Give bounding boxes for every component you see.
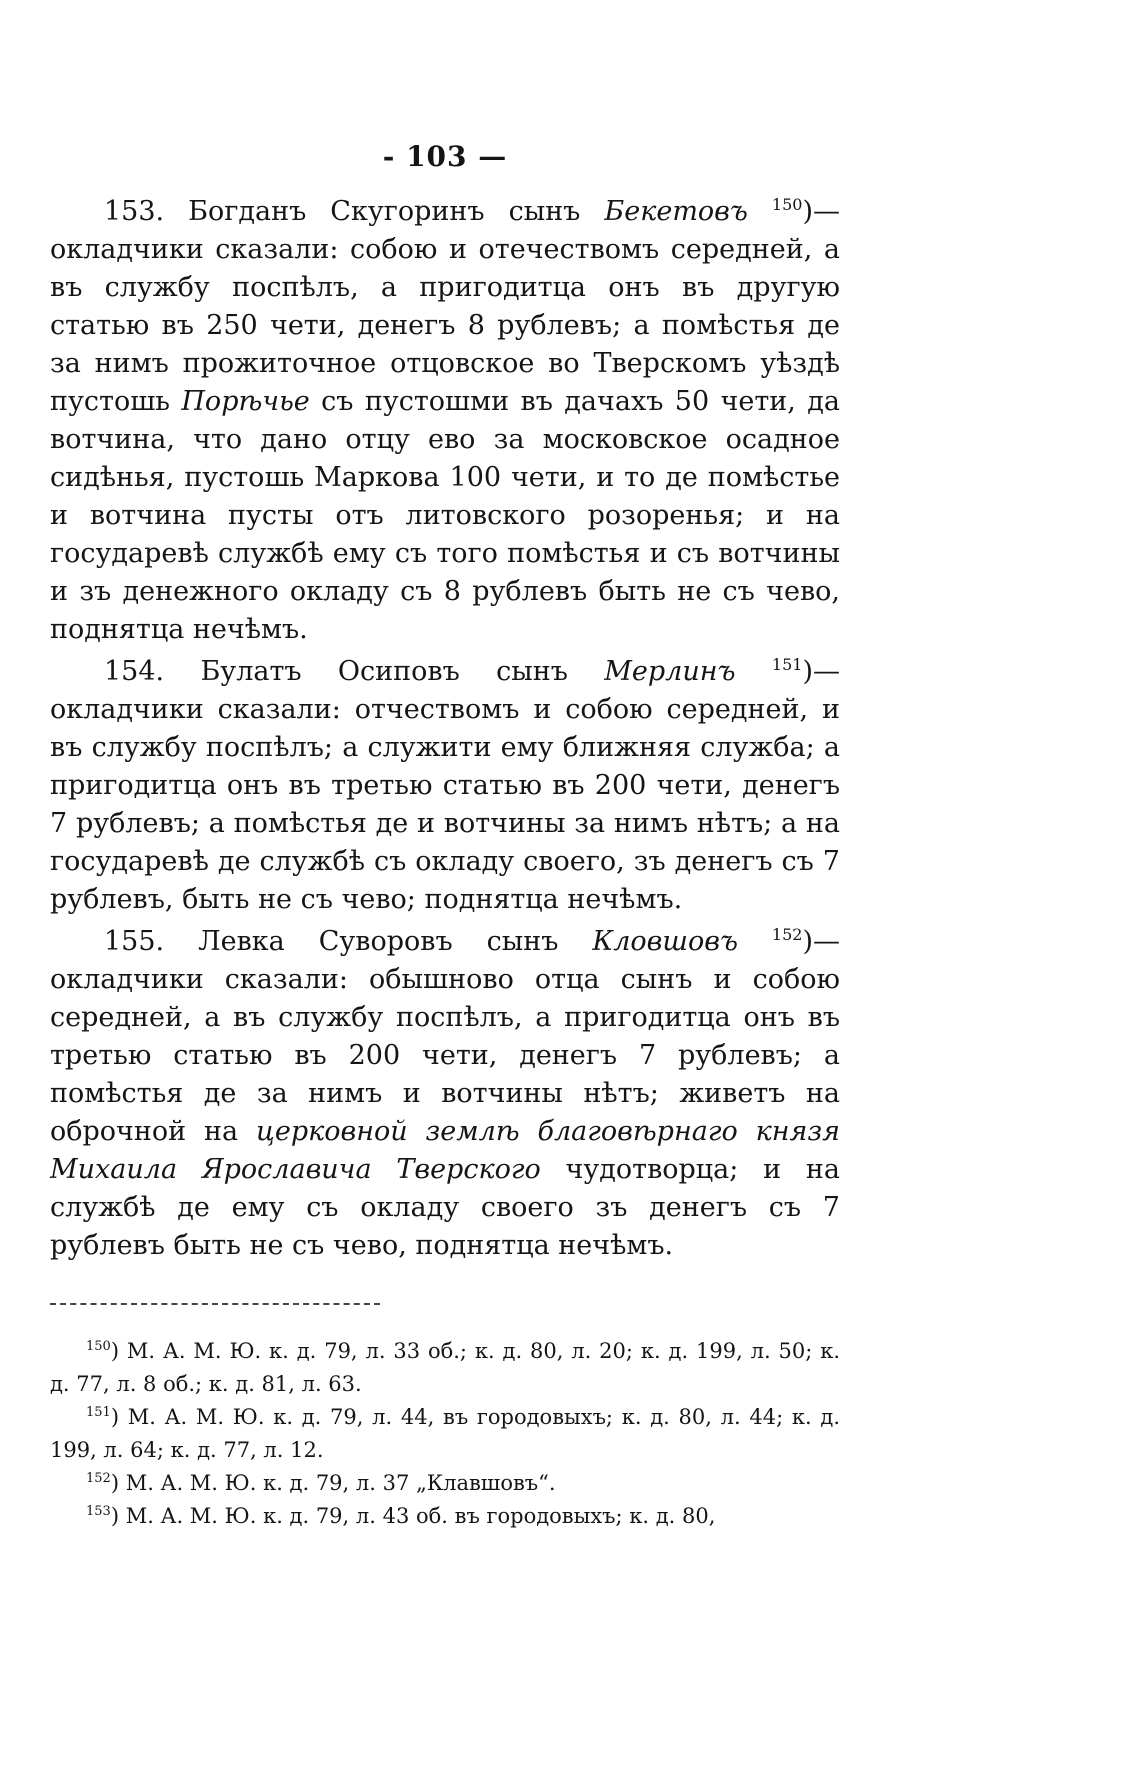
entry-text: )—окладчики сказали: собою и отечествомъ середней, а въ службу поспѣлъ, а пригодитца онъ въ другую статью въ 250 чети, денегъ 8 рублевъ; а помѣстья де за нимъ прожиточное отцовское во Тверскомъ уѣздѣ пустошь: [50, 196, 840, 417]
entry-number: 155.: [104, 926, 165, 957]
footnote-marker: 152: [86, 1471, 111, 1486]
footnote-ref[interactable]: 151: [771, 655, 803, 674]
page-number: - 103 —: [382, 140, 508, 173]
footnote-text: ) М. А. М. Ю. к. д. 79, л. 44, въ городовыхъ; к. д. 80, л. 44; к. д. 199, л. 64; к. д. 77, л. 12.: [50, 1405, 840, 1462]
entry-number: 153.: [104, 196, 165, 227]
entry-place: Порѣчье: [181, 386, 310, 417]
entry-154: [50, 653, 840, 919]
footnote-marker: 150: [86, 1339, 111, 1354]
entry-lead: Богданъ Скугоринъ сынъ: [164, 196, 605, 227]
book-page: [50, 140, 840, 1533]
footnote-text: ) М. А. М. Ю. к. д. 79, л. 33 об.; к. д. 80, л. 20; к. д. 199, л. 50; к. д. 77, л. 8 об.; к. д. 81, л. 63.: [50, 1339, 840, 1396]
entry-155: [50, 923, 840, 1265]
entry-text-continued: чудотворца; и на службѣ де ему съ окладу своего зъ денегъ съ 7 рублевъ быть не съ чево, поднятца нечѣмъ.: [50, 1154, 841, 1261]
footnote-150: [50, 1335, 840, 1401]
entry-153: [50, 193, 840, 649]
entry-text: )—окладчики сказали: отчествомъ и собою середней, и въ службу поспѣлъ; а служити ему ближняя служба; а пригодитца онъ въ третью статью въ 200 чети, денегъ 7 рублевъ; а помѣстья де и вотчины за нимъ нѣтъ; а на государевѣ де службѣ съ окладу своего, зъ денегъ съ 7 рублевъ, быть не съ чево; поднятца нечѣмъ.: [50, 656, 840, 915]
footnote-text: ) М. А. М. Ю. к. д. 79, л. 43 об. въ городовыхъ; к. д. 80,: [110, 1504, 716, 1528]
entry-lead: Булатъ Осиповъ сынъ: [164, 656, 605, 687]
footnote-153: [50, 1500, 840, 1533]
entry-surname: Бекетовъ: [604, 196, 748, 227]
footnote-ref[interactable]: 150: [771, 195, 803, 214]
entry-number: 154.: [104, 656, 165, 687]
entry-text: )—окладчики сказали: обышново отца сынъ и собою середней, а въ службу поспѣлъ, а пригодитца онъ въ третью статью въ 200 чети, денегъ 7 рублевъ; а помѣстья де за нимъ и вотчины нѣтъ; живетъ на оброчной на: [50, 926, 841, 1147]
footnote-marker: 151: [86, 1405, 111, 1420]
footnote-divider: [50, 1303, 380, 1305]
footnote-151: [50, 1401, 840, 1467]
entry-lead: Левка Суворовъ сынъ: [164, 926, 593, 957]
entry-italic-phrase: церковной землѣ благовѣрнаго князя Михаила Ярославича Тверского: [50, 1116, 841, 1185]
footnote-152: [50, 1467, 840, 1500]
footnote-marker: 153: [86, 1504, 111, 1519]
entry-surname: Кловшовъ: [592, 926, 738, 957]
entry-text-continued: съ пустошми въ дачахъ 50 чети, да вотчина, что дано отцу ево за московское осадное сидѣнья, пустошь Маркова 100 чети, и то де помѣстье и вотчина пусты отъ литовского розоренья; и на государевѣ службѣ ему съ того помѣстья и съ вотчины и зъ денежного окладу съ 8 рублевъ быть не съ чево, поднятца нечѣмъ.: [50, 386, 840, 645]
footnote-text: ) М. А. М. Ю. к. д. 79, л. 37 „Клавшовъ“.: [110, 1471, 556, 1495]
entry-surname: Мерлинъ: [604, 656, 736, 687]
footnote-ref[interactable]: 152: [771, 925, 803, 944]
